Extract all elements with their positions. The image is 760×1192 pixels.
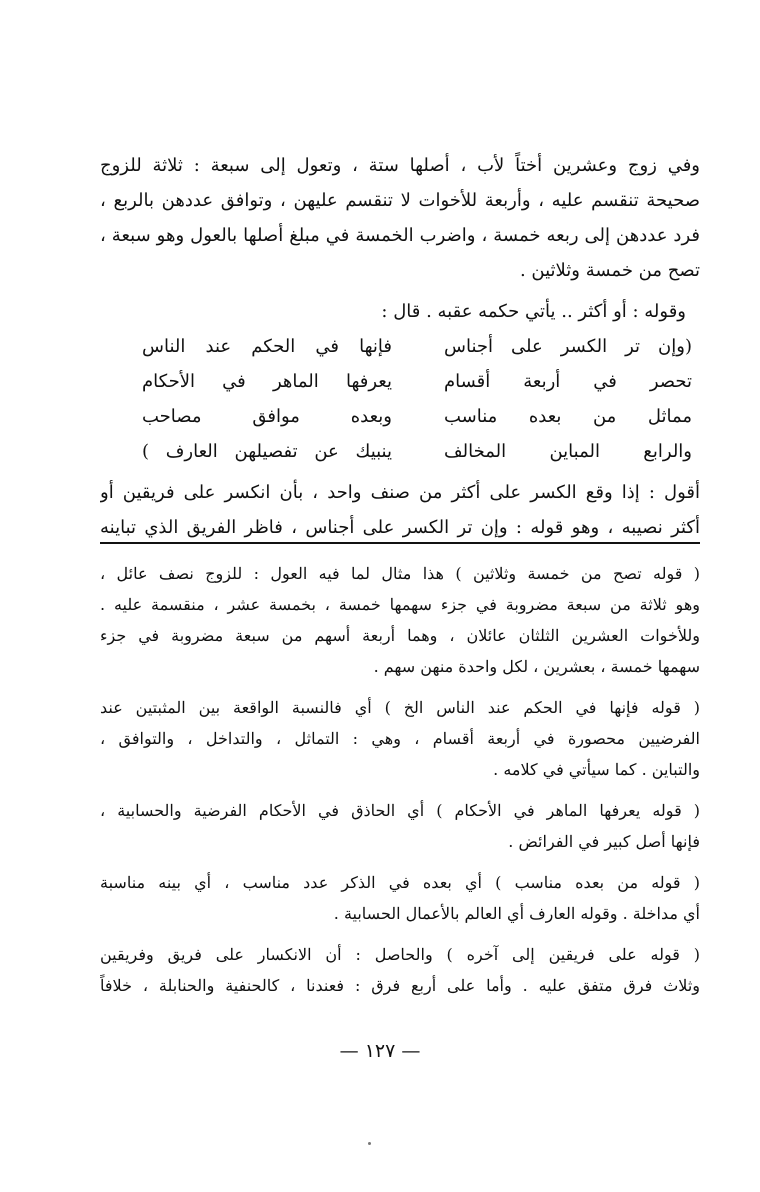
poem-verse — [100, 434, 700, 469]
poem-verse — [100, 329, 700, 364]
note-line: ( قوله على فريقين إلى آخره ) والحاصل : أن الانكسار على فريق وفريقين — [100, 945, 700, 964]
poem — [100, 329, 700, 469]
text-line: صحيحة تنقسم عليه ، وأربعة للأخوات لا تنقسم عليهن ، وتوافق عددهن بالربع ، — [100, 190, 700, 211]
poem-hemistich-first: (وإن تر الكسر على أجناس — [444, 336, 692, 357]
poem-hemistich-first: تحصر في أربعة أقسام — [444, 371, 692, 392]
poem-hemistich-second: يعرفها الماهر في الأحكام — [142, 371, 392, 392]
poem-verse — [100, 399, 700, 434]
poem-hemistich-first: والرابع المباين المخالف — [444, 441, 692, 462]
text-line: أكثر نصيبه ، وهو قوله : وإن تر الكسر على أجناس ، فاظر الفريق الذي تباينه — [100, 517, 700, 538]
text-line: تصح من خمسة وثلاثين . — [519, 260, 700, 281]
note-line: وهو ثلاثة من سبعة مضروبة في جزء سهمها خمسة ، بخمسة عشر ، منقسمة عليه . — [100, 595, 700, 614]
poem-hemistich-second: فإنها في الحكم عند الناس — [142, 336, 392, 357]
footnote-divider — [100, 542, 700, 544]
poem-hemistich-second: ينبيك عن تفصيلهن العارف ) — [142, 441, 392, 462]
note-line: أي مداخلة . وقوله العارف أي العالم بالأعمال الحسابية . — [333, 904, 700, 923]
text-line: فرد عددهن إلى ربعه خمسة ، واضرب الخمسة في مبلغ أصلها بالعول وهو سبعة ، — [100, 225, 700, 246]
text-line: أقول : إذا وقع الكسر على أكثر من صنف واحد ، بأن انكسر على فريقين أو — [100, 482, 700, 503]
note-line: والتباين . كما سيأتي في كلامه . — [493, 760, 700, 779]
page-number: — ١٢٧ — — [339, 1040, 421, 1062]
main-text — [100, 148, 700, 545]
note-line: ( قوله من بعده مناسب ) أي بعده في الذكر عدد مناسب ، أي بينه مناسبة — [100, 873, 700, 892]
note-line: ( قوله يعرفها الماهر في الأحكام ) أي الحاذق في الأحكام الفرضية والحسابية ، — [100, 801, 700, 820]
note-line: وثلاث فرق متفق عليه . وأما على أربع فرق : فعندنا ، كالحنفية والحنابلة ، خلافاً — [100, 976, 700, 995]
note-line: سهمها خمسة ، بعشرين ، لكل واحدة منهن سهم . — [373, 657, 700, 676]
note-line: فإنها أصل كبير في الفرائض . — [508, 832, 700, 851]
poem-hemistich-second: وبعده موافق مصاحب — [142, 406, 392, 427]
note-line: الفرضيين محصورة في أربعة أقسام ، وهي : التماثل ، والتداخل ، والتوافق ، — [100, 729, 700, 748]
poem-intro: وقوله : أو أكثر .. يأتي حكمه عقبه . قال : — [381, 301, 686, 322]
note-line: وللأخوات العشرين الثلثان عائلان ، وهما أربعة أسهم من سبعة مضروبة في جزء — [100, 626, 700, 645]
poem-verse — [100, 364, 700, 399]
text-line: وفي زوج وعشرين أختاً لأب ، أصلها ستة ، وتعول إلى سبعة : ثلاثة للزوج — [100, 155, 700, 176]
note-line: ( قوله فإنها في الحكم عند الناس الخ ) أي فالنسبة الواقعة بين المثبتين عند — [100, 698, 700, 717]
commentary-notes — [100, 558, 700, 1001]
note-line: ( قوله تصح من خمسة وثلاثين ) هذا مثال لما فيه العول : للزوج نصف عائل ، — [100, 564, 700, 583]
poem-hemistich-first: مماثل من بعده مناسب — [444, 406, 692, 427]
scan-speck — [368, 1142, 371, 1145]
